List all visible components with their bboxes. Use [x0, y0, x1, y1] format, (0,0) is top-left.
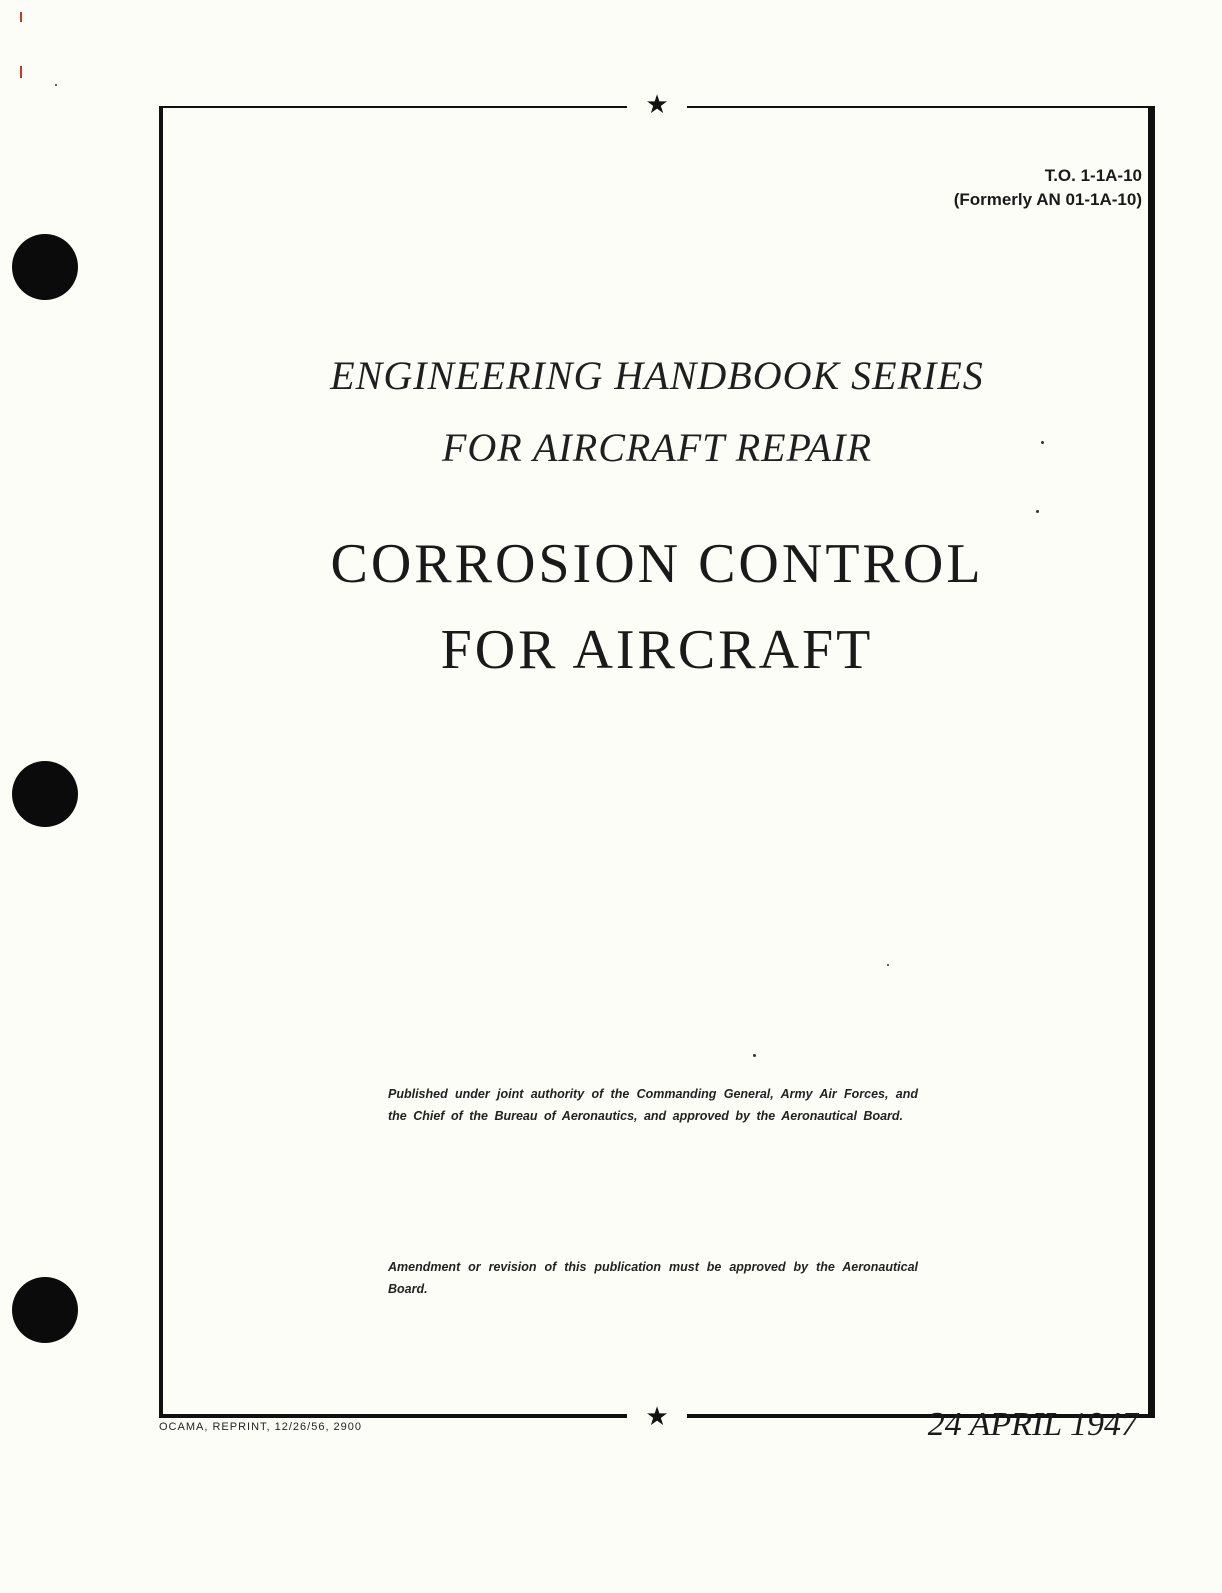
edge-mark [20, 12, 22, 22]
authority-note: Published under joint authority of the Commanding General, Army Air Forces, and the Chief of the Bureau of Aeronautics, and approved by the Aeronautical Board. [388, 1087, 918, 1123]
reprint-line: OCAMA, REPRINT, 12/26/56, 2900 [159, 1421, 363, 1433]
border-bottom-left [159, 1414, 627, 1418]
scan-speck [55, 84, 57, 86]
amendment-note: Amendment or revision of this publication must be approved by the Aeronautical Board. [388, 1260, 918, 1296]
star-icon: ★ [645, 90, 669, 120]
scan-speck [1036, 510, 1039, 513]
scan-speck [753, 1054, 756, 1057]
technical-order-number [954, 164, 1142, 212]
publication-date: 24 APRIL 1947 [927, 1406, 1138, 1443]
border-top-right [687, 106, 1155, 108]
border-top-left [159, 106, 627, 108]
punch-hole [12, 1277, 78, 1343]
scan-speck [1041, 441, 1044, 444]
series-title-line-2: FOR AIRCRAFT REPAIR [441, 425, 873, 470]
punch-hole [12, 234, 78, 300]
scan-speck [887, 964, 889, 966]
formerly-text: (Formerly AN 01-1A-10) [953, 190, 1142, 209]
punch-hole [12, 761, 78, 827]
border-left [159, 106, 163, 1418]
border-right [1148, 106, 1155, 1418]
edge-mark [20, 66, 22, 78]
to-number-text: T.O. 1-1A-10 [1044, 166, 1142, 185]
document-title-line-2: FOR AIRCRAFT [440, 619, 874, 681]
document-title-line-1: CORROSION CONTROL [330, 533, 984, 595]
star-icon: ★ [645, 1402, 669, 1432]
series-title-line-1: ENGINEERING HANDBOOK SERIES [330, 353, 984, 398]
